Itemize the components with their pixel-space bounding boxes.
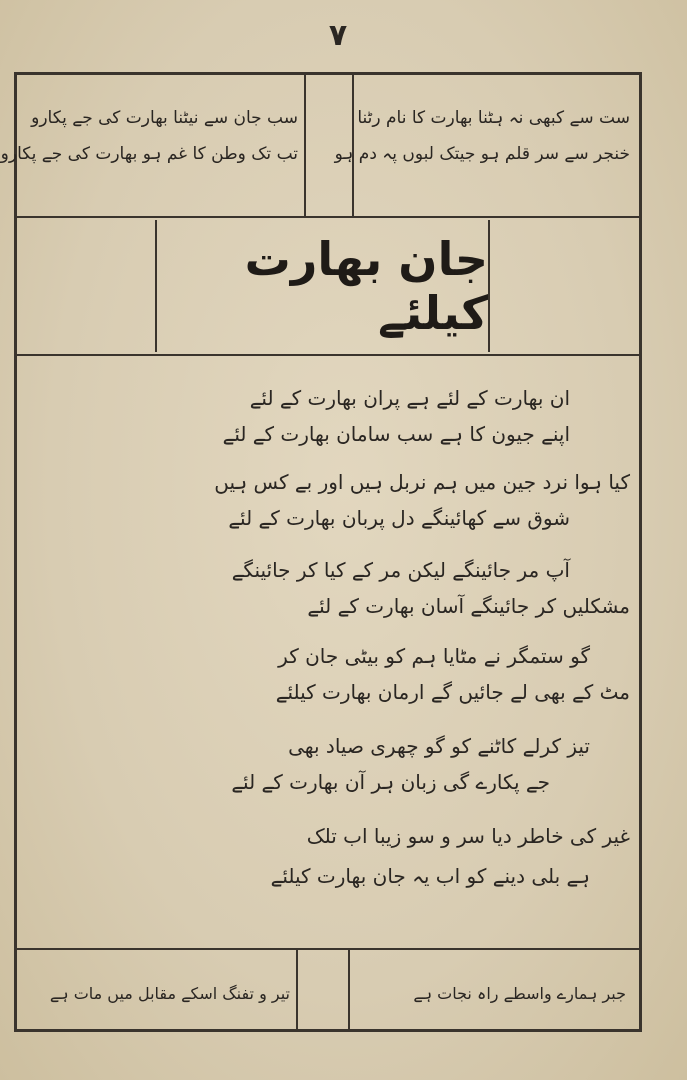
header-right-couplet (334, 100, 630, 172)
footer-divider-left (296, 948, 298, 1032)
poem-line: ان بھارت کے لئے ہے پران بھارت کے لئے (249, 386, 570, 410)
title-divider (14, 354, 642, 356)
footer-left-text: تیر و تفنگ اسکے مقابل میں مات ہے (49, 984, 290, 1003)
header-left-line-2: تب تک وطن کا غم ہو بھارت کی جے پکارو (0, 144, 298, 164)
page-title: جان بھارت کیلئے (244, 232, 488, 340)
poem-line: مٹ کے بھی لے جائیں گے ارمان بھارت کیلئے (275, 680, 630, 704)
footer-divider (14, 948, 642, 950)
poem-line: جے پکارے گی زبان ہر آن بھارت کے لئے (231, 770, 550, 794)
poem-line: کیا ہوا نرد جین میں ہم نربل ہیں اور بے کس ہیں (214, 470, 630, 494)
title-box (155, 220, 490, 352)
footer-divider-right (348, 948, 350, 1032)
page-number: ۷ (328, 18, 348, 53)
poem-line: شوق سے کھائینگے دل پربان بھارت کے لئے (228, 506, 570, 530)
poem-line: غیر کی خاطر دیا سر و سو زیبا اب تلک (306, 824, 630, 848)
poem-line: گو ستمگر نے مٹایا ہم کو بیٹی جان کر (278, 644, 590, 668)
poem-line: آپ مر جائینگے لیکن مر کے کیا کر جائینگے (231, 558, 570, 582)
header-left-couplet (0, 100, 298, 172)
poem-line: تیز کرلے کاٹنے کو گو چھری صیاد بھی (288, 734, 590, 758)
header-divider (14, 216, 642, 218)
poem-line: اپنے جیون کا ہے سب سامان بھارت کے لئے (222, 422, 570, 446)
header-right-line-1: ست سے کبھی نہ ہٹنا بھارت کا نام رٹنا (357, 108, 630, 128)
footer-right-text: جبر ہمارے واسطے راہ نجات ہے (413, 984, 626, 1003)
poem-line: ہے بلی دینے کو اب یہ جان بھارت کیلئے (270, 864, 590, 888)
header-divider-left (304, 72, 306, 217)
header-right-line-2: خنجر سے سر قلم ہو جیتک لبوں پہ دم ہو (334, 144, 630, 164)
poem-line: مشکلیں کر جائینگے آسان بھارت کے لئے (307, 594, 630, 618)
header-left-line-1: سب جان سے نیٹنا بھارت کی جے پکارو (31, 108, 298, 128)
